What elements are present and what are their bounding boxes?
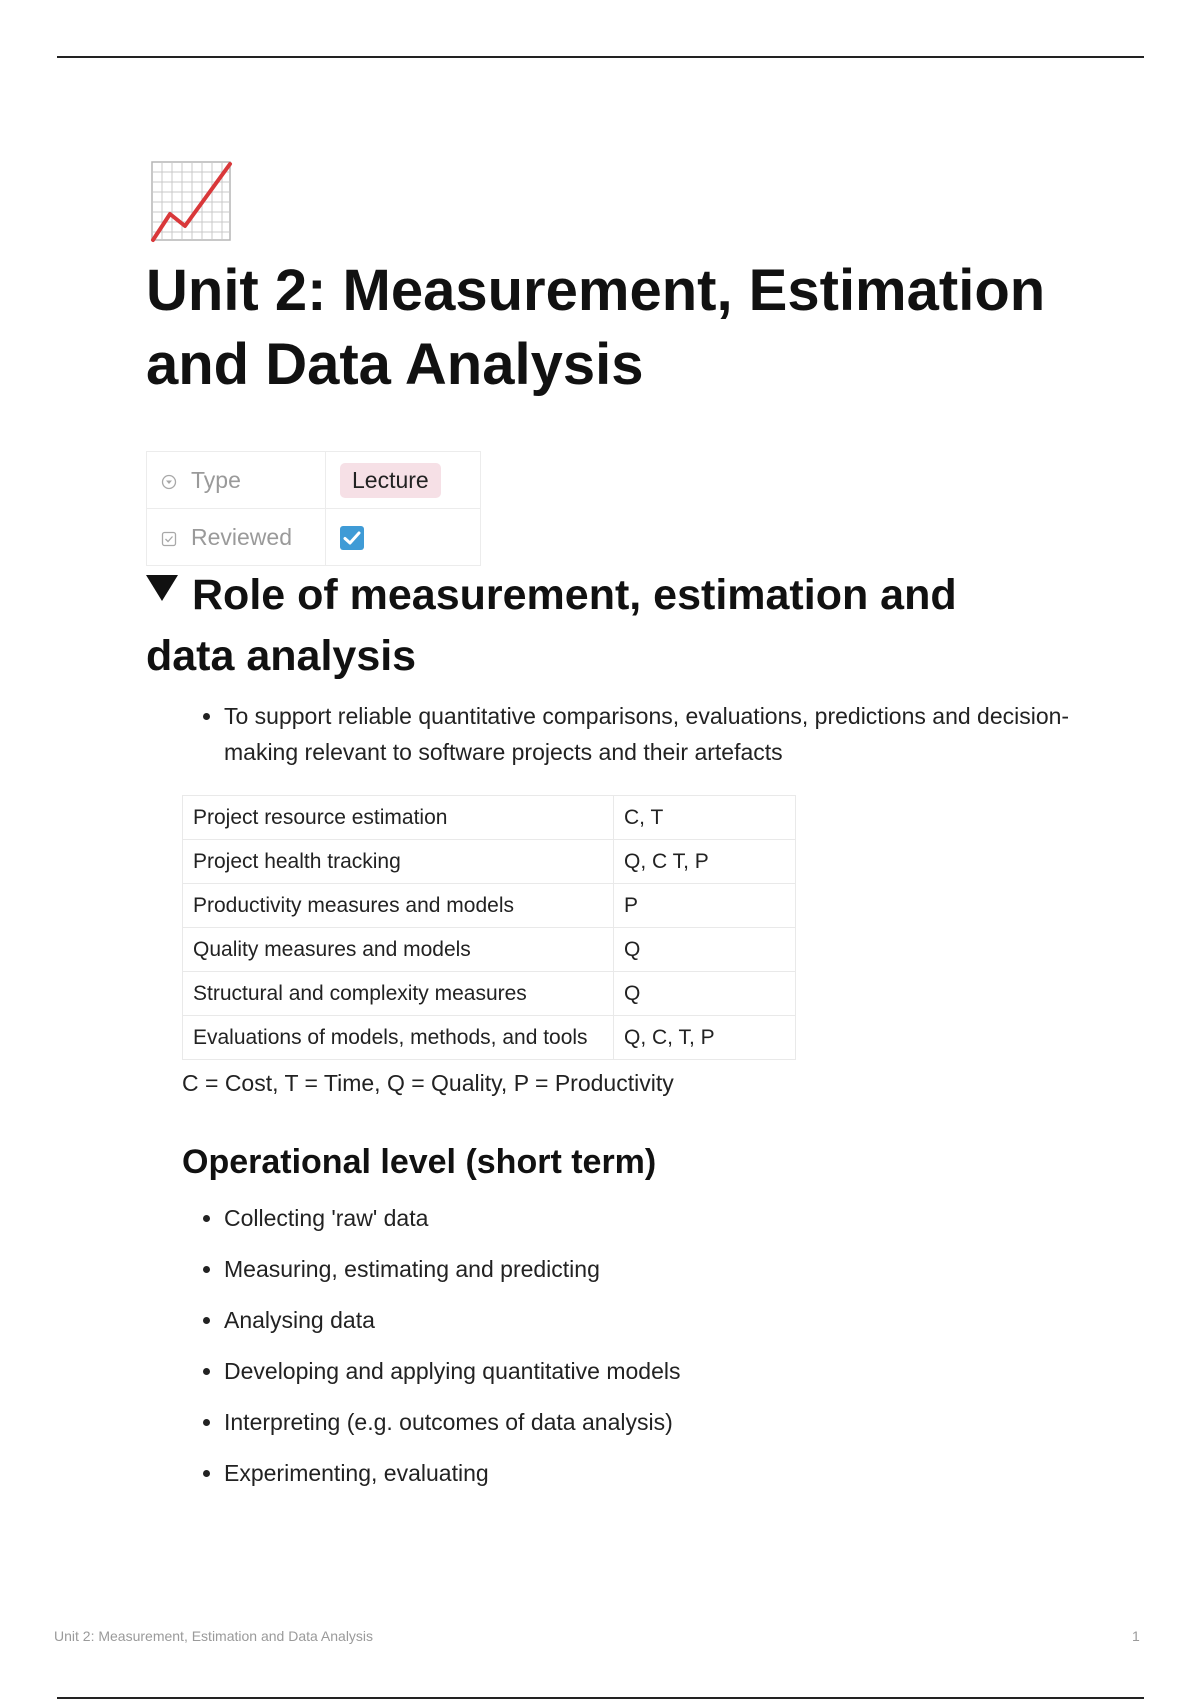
intro-bullet-list <box>178 698 1084 770</box>
table-row <box>183 972 796 1016</box>
toggle-triangle-icon[interactable] <box>146 575 178 601</box>
footer-title: Unit 2: Measurement, Estimation and Data Analysis <box>54 1628 374 1644</box>
list-item: • Analysing data <box>224 1302 1084 1353</box>
table-cell: Evaluations of models, methods, and tools <box>183 1016 614 1060</box>
table-cell: Quality measures and models <box>183 928 614 972</box>
list-item: • Collecting 'raw' data <box>224 1200 1084 1251</box>
type-tag[interactable]: Lecture <box>340 463 441 498</box>
table-cell: Q, C, T, P <box>614 1016 796 1060</box>
bottom-rule <box>57 1697 1144 1699</box>
operational-list <box>178 1200 1084 1506</box>
properties-table <box>146 451 481 566</box>
chart-increasing-icon <box>148 158 234 244</box>
property-value-cell[interactable] <box>326 452 481 509</box>
section-heading-text: Role of measurement, estimation and data analysis <box>146 571 957 680</box>
table-row <box>183 796 796 840</box>
table-cell: C, T <box>614 796 796 840</box>
table-cell: Structural and complexity measures <box>183 972 614 1016</box>
property-name-reviewed: Reviewed <box>191 523 292 550</box>
list-item: • Interpreting (e.g. outcomes of data analysis) <box>224 1404 1084 1455</box>
page-number: 1 <box>1132 1628 1140 1644</box>
list-item: • To support reliable quantitative comparisons, evaluations, predictions and decision-making relevant to software projects and their artefacts <box>224 698 1084 770</box>
table-cell: Project resource estimation <box>183 796 614 840</box>
table-row <box>183 1016 796 1060</box>
table-cell: Productivity measures and models <box>183 884 614 928</box>
section-heading-toggle[interactable] <box>146 565 1046 687</box>
table-legend: C = Cost, T = Time, Q = Quality, P = Productivity <box>182 1070 674 1096</box>
table-row <box>183 884 796 928</box>
operational-heading: Operational level (short term) <box>182 1143 657 1181</box>
page-title: Unit 2: Measurement, Estimation and Data Analysis <box>146 258 1046 397</box>
property-name-cell <box>147 509 326 566</box>
table-cell: Project health tracking <box>183 840 614 884</box>
table-row <box>183 840 796 884</box>
property-row-type <box>147 452 481 509</box>
list-item: • Measuring, estimating and predicting <box>224 1251 1084 1302</box>
select-icon <box>161 474 177 490</box>
checkbox-icon <box>161 531 177 547</box>
property-row-reviewed <box>147 509 481 566</box>
table-cell: Q <box>614 972 796 1016</box>
property-name-cell <box>147 452 326 509</box>
property-name-type: Type <box>191 466 241 493</box>
checkmark-icon <box>340 526 364 550</box>
table-cell: P <box>614 884 796 928</box>
table-cell: Q, C T, P <box>614 840 796 884</box>
measurement-table <box>182 795 796 1060</box>
list-item: • Experimenting, evaluating <box>224 1455 1084 1506</box>
table-cell: Q <box>614 928 796 972</box>
property-value-cell[interactable] <box>326 509 481 566</box>
table-row <box>183 928 796 972</box>
reviewed-checkbox[interactable] <box>340 526 364 550</box>
list-item: • Developing and applying quantitative models <box>224 1353 1084 1404</box>
top-rule <box>57 56 1144 58</box>
